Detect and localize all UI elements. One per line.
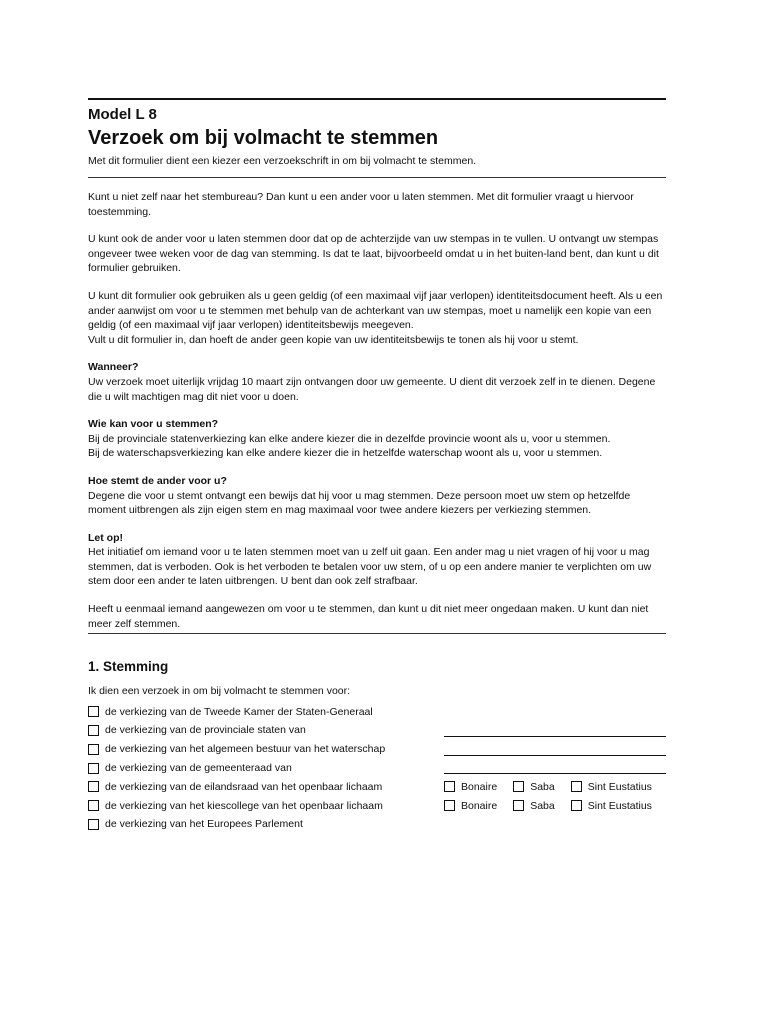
- page-subtitle: Met dit formulier dient een kiezer een verzoekschrift in om bij volmacht te stemmen.: [88, 155, 477, 167]
- wie-block: [88, 417, 666, 461]
- option-label: de verkiezing van de provinciale staten van: [105, 724, 306, 737]
- wanneer-block: [88, 360, 666, 404]
- final-paragraph: Heeft u eenmaal iemand aangewezen om voor u te stemmen, dan kunt u dit niet meer ongedaan maken. U kunt dan niet meer zelf stemmen.: [88, 603, 649, 630]
- letop-block: [88, 531, 666, 589]
- wie-text-1: Bij de provinciale statenverkiezing kan elke andere kiezer die in dezelfde provincie woont als u, voor u stemmen.: [88, 432, 611, 445]
- option-eilandsraad: [88, 777, 666, 796]
- wie-text-2: Bij de waterschapsverkiezing kan elke andere kiezer die in hetzelfde waterschap woont als u, voor u stemmen.: [88, 447, 603, 460]
- waterschap-input-line[interactable]: [444, 755, 666, 756]
- island-bonaire: [444, 781, 497, 793]
- provincie-input-line[interactable]: [444, 736, 666, 737]
- option-label: de verkiezing van de eilandsraad van het openbaar lichaam: [105, 780, 383, 793]
- letop-text: Het initiatief om iemand voor u te laten stemmen moet van u zelf uit gaan. Een ander mag u niet vragen of hij voor u mag stemmen, dat is verboden. Ook is het verboden te betalen voor uw stem, of u op een andere manier te verplichten om uw stem door een ander te laten uitbrengen. U bent dan ook zelf strafbaar.: [88, 546, 652, 588]
- checkbox-saba[interactable]: [513, 781, 524, 792]
- page-title: Verzoek om bij volmacht te stemmen: [88, 127, 439, 149]
- island-choices: [444, 777, 652, 796]
- option-label: de verkiezing van het algemeen bestuur van het waterschap: [105, 743, 386, 756]
- intro-paragraph-2: U kunt ook de ander voor u laten stemmen door dat op de achterzijde van uw stempas in te vullen. U ontvangt uw stempas ongeveer twee weken voor de dag van stemming. Is dat te laat, bijvoorbeeld omdat u in het buiten-land bent, dan kunt u dit formulier gebruiken.: [88, 233, 659, 275]
- letop-heading: Let op!: [88, 531, 123, 544]
- island-saba: [513, 781, 555, 793]
- checkbox-eilandsraad[interactable]: [88, 781, 99, 792]
- island-saba: [513, 800, 555, 812]
- section-intro: Ik dien een verzoek in om bij volmacht te stemmen voor:: [88, 685, 351, 698]
- wie-heading: Wie kan voor u stemmen?: [88, 418, 219, 431]
- divider: [88, 633, 666, 634]
- gemeente-input-line[interactable]: [444, 773, 666, 774]
- section-title: 1. Stemming: [88, 659, 169, 675]
- option-label: de verkiezing van de gemeenteraad van: [105, 762, 292, 775]
- checkbox-tweede-kamer[interactable]: [88, 706, 99, 717]
- option-label: de verkiezing van het Europees Parlement: [105, 818, 303, 831]
- hoe-heading: Hoe stemt de ander voor u?: [88, 474, 227, 487]
- option-kiescollege: [88, 796, 666, 815]
- checkbox-sint-eustatius[interactable]: [571, 800, 582, 811]
- island-choices: [444, 796, 652, 815]
- island-label: Bonaire: [461, 799, 498, 812]
- hoe-block: [88, 474, 666, 518]
- checkbox-bonaire[interactable]: [444, 800, 455, 811]
- option-label: de verkiezing van de Tweede Kamer der Staten-Generaal: [105, 705, 373, 718]
- intro-paragraph-1: Kunt u niet zelf naar het stembureau? Dan kunt u een ander voor u laten stemmen. Met dit formulier vraagt u hiervoor toestemming.: [88, 191, 634, 218]
- island-sint-eustatius: [571, 800, 652, 812]
- island-label: Sint Eustatius: [587, 799, 652, 812]
- form-page: [88, 98, 666, 834]
- island-bonaire: [444, 800, 497, 812]
- island-label: Sint Eustatius: [587, 780, 652, 793]
- election-options: [88, 702, 666, 834]
- intro-paragraph-3b: Vult u dit formulier in, dan hoeft de ander geen kopie van uw identiteitsbewijs te tonen als hij voor u stemt.: [88, 333, 579, 346]
- checkbox-europees-parlement[interactable]: [88, 819, 99, 830]
- intro-section: [88, 190, 666, 631]
- option-europees-parlement: [88, 815, 666, 834]
- hoe-text: Degene die voor u stemt ontvangt een bewijs dat hij voor u mag stemmen. Deze persoon moet uw stem op hetzelfde moment uitbrengen als zijn eigen stem en mag maximaal voor twee andere kiezers per verkiezing stemmen.: [88, 489, 631, 517]
- top-rule: [88, 98, 666, 100]
- checkbox-sint-eustatius[interactable]: [571, 781, 582, 792]
- checkbox-waterschap[interactable]: [88, 744, 99, 755]
- checkbox-saba[interactable]: [513, 800, 524, 811]
- wanneer-heading: Wanneer?: [88, 361, 139, 374]
- option-waterschap: [88, 740, 666, 759]
- option-label: de verkiezing van het kiescollege van het openbaar lichaam: [105, 799, 383, 812]
- wanneer-text: Uw verzoek moet uiterlijk vrijdag 10 maart zijn ontvangen door uw gemeente. U dient dit verzoek zelf in te dienen. Degene die u wilt machtigen mag dit niet voor u doen.: [88, 375, 656, 403]
- intro-paragraph-3: [88, 289, 666, 347]
- checkbox-bonaire[interactable]: [444, 781, 455, 792]
- checkbox-provinciale-staten[interactable]: [88, 725, 99, 736]
- island-label: Bonaire: [461, 780, 498, 793]
- model-label: Model L 8: [88, 106, 157, 123]
- divider: [88, 177, 666, 178]
- option-gemeenteraad: [88, 759, 666, 778]
- intro-paragraph-3a: U kunt dit formulier ook gebruiken als u geen geldig (of een maximaal vijf jaar verlopen) identiteitsdocument heeft. Als u een ander aanwijst om voor u te stemmen met behulp van de achterkant van uw stempas, moet u namelijk een kopie van een geldig (of een maximaal vijf jaar verlopen) identiteitsbewijs meegeven.: [88, 289, 663, 332]
- island-sint-eustatius: [571, 781, 652, 793]
- island-label: Saba: [530, 780, 555, 793]
- island-label: Saba: [530, 799, 555, 812]
- checkbox-kiescollege[interactable]: [88, 800, 99, 811]
- option-tweede-kamer: [88, 702, 666, 721]
- checkbox-gemeenteraad[interactable]: [88, 763, 99, 774]
- option-provinciale-staten: [88, 721, 666, 740]
